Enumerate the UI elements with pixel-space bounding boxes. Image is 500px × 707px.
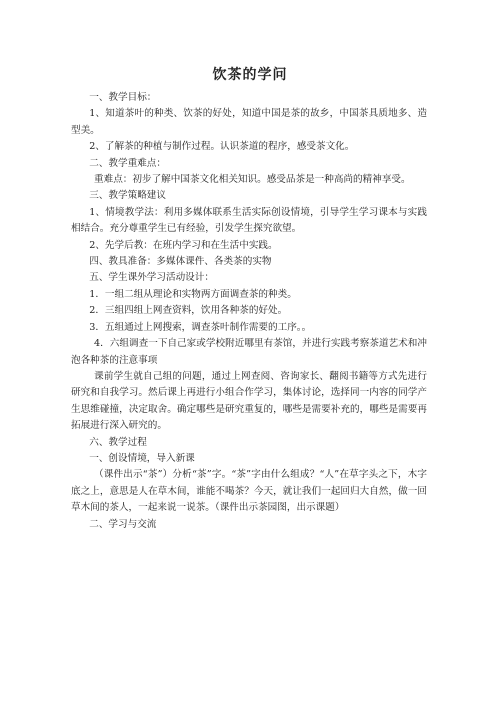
document-title: 饮茶的学问 xyxy=(212,67,288,83)
strategy-item-2: 2、先学后教：在班内学习和在生活中实践。 xyxy=(89,239,278,251)
activity-description: 课前学生就自己组的问题，通过上网查阅、咨询家长、翻阅书籍等方式先进行研究和自我学习。然后课上再进行小组合作学习，集体讨论，选择同一内容的同学产生思维碰撞，决定取舍。确定哪些是研究重复的，哪些是需要补充的，哪些是需要再拓展进行深入研究的。 xyxy=(71,370,427,432)
activity-item-4: 4．六组调查一下自己家或学校附近哪里有茶馆，并进行实践考察茶道艺术和冲泡各种茶的注意事项 xyxy=(71,338,427,366)
section-heading-key-points: 二、教学重难点： xyxy=(89,157,166,169)
process-step-2-heading: 二、学习与交流 xyxy=(89,518,157,530)
activity-item-1: 1．一组二组从理论和实物两方面调查茶的种类。 xyxy=(89,288,297,300)
process-step-1-heading: 一、创设情境，导入新课 xyxy=(89,452,195,464)
section-heading-objectives: 一、教学目标： xyxy=(89,92,157,103)
section-heading-strategies: 三、教学策略建议 xyxy=(89,190,166,202)
document-body xyxy=(71,90,427,533)
activity-item-3: 3．五组通过上网搜索，调查茶叶制作需要的工序。。 xyxy=(89,321,312,333)
strategy-item-1: 1、情境教学法：利用多媒体联系生活实际创设情境，引导学生学习课本与实践相结合。充分尊重学生已有经验，引发学生探究欲望。 xyxy=(71,206,427,235)
objective-item-1: 1、知道茶叶的种类、饮茶的好处，知道中国是茶的故乡，中国茶具质地多、造型美。 xyxy=(71,108,427,136)
key-points-text: 重难点：初步了解中国茶文化相关知识。感受品茶是一种高尚的精神享受。 xyxy=(94,174,411,186)
section-heading-materials: 四、教具准备：多媒体课件、各类茶的实物 xyxy=(89,256,272,268)
section-heading-process: 六、教学过程 xyxy=(89,436,147,448)
objective-item-2: 2、了解茶的种植与制作过程。认识茶道的程序，感受茶文化。 xyxy=(89,141,355,153)
process-step-1-text: （课件出示“茶”）分析“茶”字。“茶”字由什么组成？“人”在草字头之下，木字底之上，意思是人在草木间，谁能不喝茶？今天，就让我们一起回归大自然，做一回草木间的茶人，一起来说一说茶。（课件出示茶园图，出示课题） xyxy=(71,469,427,514)
section-heading-activities: 五、学生课外学习活动设计： xyxy=(89,272,214,284)
activity-item-2: 2．三组四组上网查资料，饮用各种茶的好处。 xyxy=(89,305,288,317)
